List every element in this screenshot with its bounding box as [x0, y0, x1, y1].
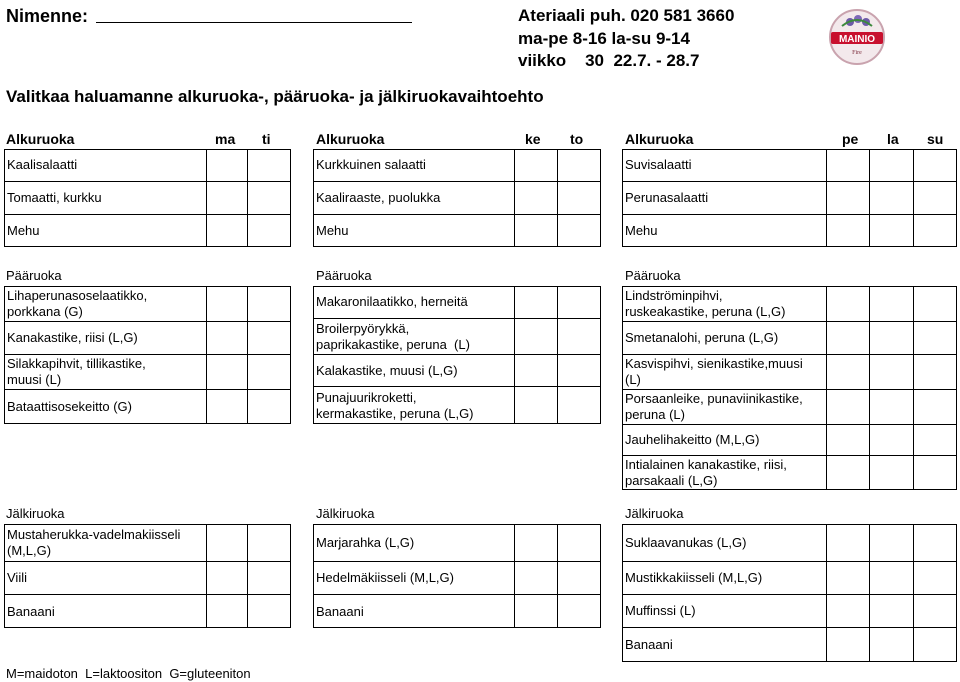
day-to: to [570, 131, 584, 147]
col2-paa-item[interactable]: Punajuurikroketti, kermakastike, peruna (L,G) [316, 389, 474, 421]
col2-jalki-divider-b [557, 524, 558, 628]
col3-alku-divider-b [869, 149, 870, 247]
col3-alku-item[interactable]: Suvisalaatti [625, 157, 692, 172]
col2-jalki-item[interactable]: Marjarahka (L,G) [316, 534, 415, 550]
col3-paa-item[interactable]: Porsaanleike, punaviinikastike, peruna (L) [625, 391, 803, 422]
day-ma: ma [215, 131, 236, 147]
col1-jalki-divider-a [206, 524, 207, 628]
col3-alku-item[interactable]: Mehu [625, 223, 658, 238]
col1-alku-item[interactable]: Tomaatti, kurkku [7, 190, 102, 205]
col2-alku-divider-b [557, 149, 558, 247]
col1-alku-item[interactable]: Mehu [7, 223, 40, 238]
col2-jalki-item[interactable]: Banaani [316, 603, 364, 619]
col3-jalki-divider-c [913, 524, 914, 662]
col3-alku-divider-a [826, 149, 827, 247]
col1-paa-divider-a [206, 286, 207, 424]
col3-alku-item[interactable]: Perunasalaatti [625, 190, 709, 205]
col1-paaruoka-header: Pääruoka [6, 268, 62, 283]
logo-subtext: Fire [852, 50, 862, 56]
col2-alku-item[interactable]: Kurkkuinen salaatti [316, 157, 426, 172]
col2-paa-divider-a [514, 286, 515, 424]
col1-jalki-item[interactable]: Banaani [7, 603, 55, 619]
col2-jalki-item[interactable]: Hedelmäkiisseli (M,L,G) [316, 570, 454, 585]
col1-paa-item[interactable]: Silakkapihvit, tillikastike, muusi (L) [7, 356, 146, 387]
diet-legend: M=maidoton L=laktoositon G=gluteeniton [6, 666, 251, 681]
col2-paaruoka-header: Pääruoka [316, 268, 372, 283]
col2-paa-item[interactable]: Makaronilaatikko, herneitä [316, 294, 468, 309]
col3-paa-item[interactable]: Smetanalohi, peruna (L,G) [625, 330, 779, 345]
instruction-title: Valitkaa haluamanne alkuruoka-, pääruoka- ja jälkiruokavaihtoehto [6, 87, 544, 106]
col1-jalki-item[interactable]: Viili [7, 570, 27, 585]
col3-jalki-divider-b [869, 524, 870, 662]
col3-jalki-item[interactable]: Mustikkakiisseli (M,L,G) [625, 570, 763, 585]
day-su: su [927, 131, 944, 147]
col2-paa-divider-b [557, 286, 558, 424]
col2-alkuruoka-header: Alkuruoka [316, 131, 385, 147]
col2-paa-item[interactable]: Broilerpyörykkä, paprikakastike, peruna (L) [316, 320, 470, 352]
day-ke: ke [525, 131, 541, 147]
col3-paa-divider-b [869, 286, 870, 490]
col3-jalki-item[interactable]: Banaani [625, 637, 673, 652]
col2-alku-item[interactable]: Mehu [316, 223, 349, 238]
phone-info: Ateriaali puh. 020 581 3660 [518, 6, 735, 25]
logo-text: MAINIO [838, 34, 876, 45]
col3-paaruoka-header: Pääruoka [625, 268, 681, 283]
week-info: viikko 30 22.7. - 28.7 [518, 51, 700, 70]
col3-paa-divider-a [826, 286, 827, 490]
col1-alku-divider-a [206, 149, 207, 247]
col1-alku-divider-b [247, 149, 248, 247]
col1-alkuruoka-header: Alkuruoka [6, 131, 75, 147]
name-field-line[interactable] [96, 22, 412, 23]
col1-paa-divider-b [247, 286, 248, 424]
col3-jalkiruoka-header: Jälkiruoka [625, 506, 684, 521]
mainio-logo [828, 8, 886, 66]
col2-paa-item[interactable]: Kalakastike, muusi (L,G) [316, 362, 458, 378]
day-pe: pe [842, 131, 859, 147]
col1-jalkiruoka-header: Jälkiruoka [6, 506, 65, 521]
col3-alku-divider-c [913, 149, 914, 247]
col1-paa-item[interactable]: Bataattisosekeitto (G) [7, 399, 132, 414]
col1-alku-item[interactable]: Kaalisalaatti [7, 157, 78, 172]
col1-paa-item[interactable]: Kanakastike, riisi (L,G) [7, 330, 138, 345]
col2-jalkiruoka-header: Jälkiruoka [316, 506, 375, 521]
col3-paa-item[interactable]: Jauhelihakeitto (M,L,G) [625, 432, 760, 447]
col3-jalki-item[interactable]: Suklaavanukas (L,G) [625, 534, 747, 550]
col1-paa-item[interactable]: Lihaperunasoselaatikko, porkkana (G) [7, 287, 148, 319]
day-la: la [887, 131, 899, 147]
col3-alkuruoka-header: Alkuruoka [625, 131, 694, 147]
col3-paa-item[interactable]: Lindströminpihvi, ruskeakastike, peruna (L,G) [625, 287, 786, 319]
col2-jalki-divider-a [514, 524, 515, 628]
col2-alku-item[interactable]: Kaaliraaste, puolukka [316, 190, 441, 205]
col1-jalki-divider-b [247, 524, 248, 628]
name-label: Nimenne: [6, 6, 89, 26]
col3-paa-divider-c [913, 286, 914, 490]
col3-paa-item[interactable]: Intialainen kanakastike, riisi, parsakaali (L,G) [625, 457, 787, 488]
col1-jalki-item[interactable]: Mustaherukka-vadelmakiisseli (M,L,G) [7, 526, 181, 558]
day-ti: ti [262, 131, 271, 147]
col3-jalki-divider-a [826, 524, 827, 662]
col3-jalki-item[interactable]: Muffinssi (L) [625, 603, 696, 618]
opening-hours: ma-pe 8-16 la-su 9-14 [518, 29, 690, 48]
col3-paa-item[interactable]: Kasvispihvi, sienikastike,muusi (L) [625, 356, 803, 387]
col2-alku-divider-a [514, 149, 515, 247]
